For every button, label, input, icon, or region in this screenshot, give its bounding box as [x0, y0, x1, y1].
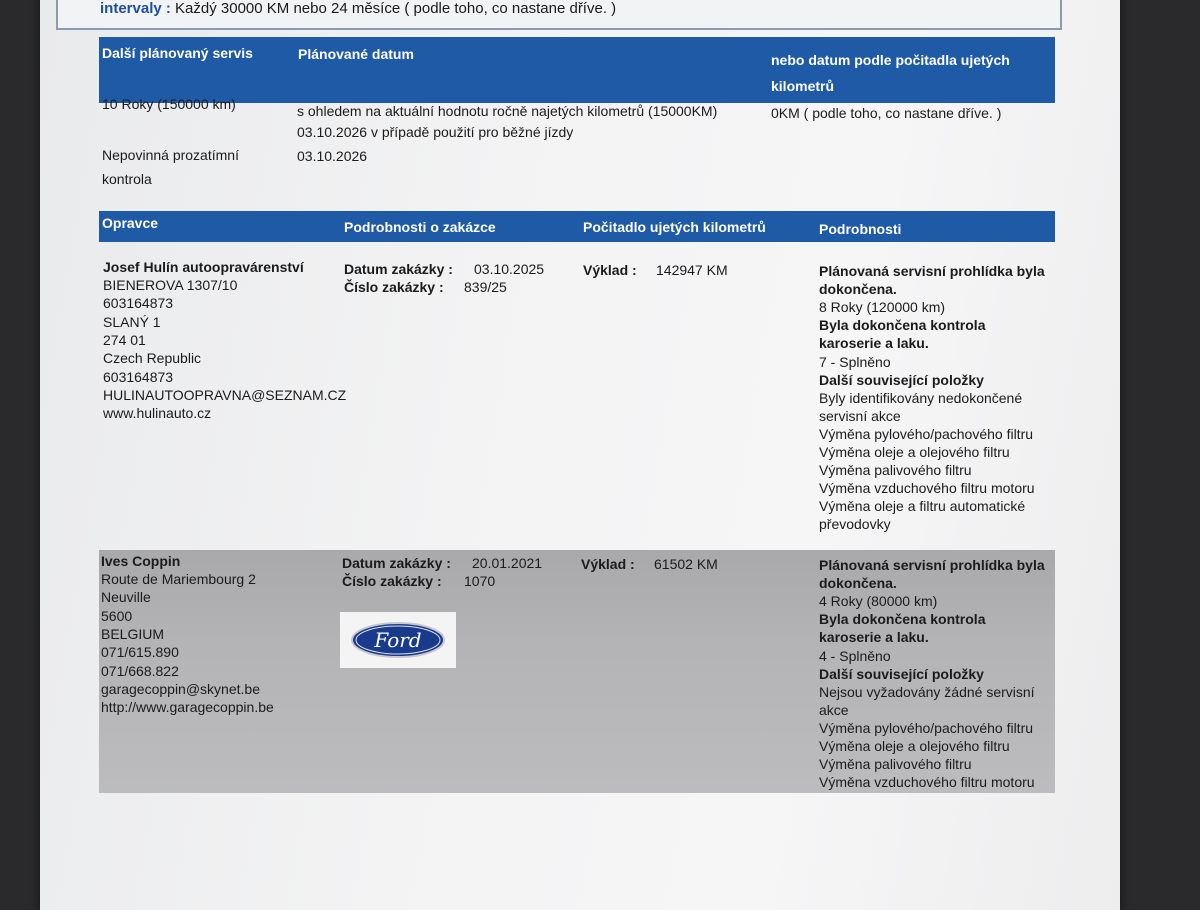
address-line: Neuville [101, 589, 151, 606]
detail-line: Další související položky [819, 665, 984, 682]
detail-line: převodovky [819, 516, 891, 533]
detail-line: 7 - Splněno [819, 353, 891, 370]
service-history-header [99, 211, 1055, 242]
detail-line: Výměna vzduchového filtru motoru [819, 480, 1035, 497]
planned-date-line1: s ohledem na aktuální hodnotu ročně najetých kilometrů (15000KM) [297, 103, 718, 119]
header-odometer-line1: nebo datum podle počitadla ujetých [771, 52, 1010, 68]
address-line: garagecoppin@skynet.be [101, 680, 260, 697]
address-line: 071/668.822 [101, 662, 179, 679]
detail-line: 8 Roky (120000 km) [819, 299, 946, 316]
address-line: Route de Mariembourg 2 [101, 571, 256, 587]
planned-service-header [99, 37, 1055, 103]
ford-logo-text: Ford [374, 628, 422, 652]
service-interval-value: Každý 30000 KM nebo 24 měsíce ( podle toho, co nastane dříve. ) [175, 0, 617, 17]
detail-line: servisní akce [819, 407, 901, 424]
address-line: 603164873 [103, 295, 174, 312]
header-planned-date: Plánované datum [298, 46, 414, 62]
detail-line: Byla dokončena kontrola [819, 611, 986, 628]
detail-line: Výměna pylového/pachového filtru [819, 425, 1034, 442]
detail-line: Byla dokončena kontrola [819, 317, 986, 334]
detail-line: Výměna palivového filtru [819, 756, 972, 773]
record2-order-date: 20.01.2021 [472, 555, 543, 571]
record2-odometer-value: 61502 KM [654, 556, 718, 572]
planned-service-name: 10 Roky (150000 km) [102, 96, 236, 112]
ford-oval-icon [350, 621, 446, 659]
record2-order-date-label: Datum zakázky : [342, 555, 451, 571]
detail-line: dokončena. [819, 575, 897, 592]
record1-order-no: 839/25 [464, 279, 507, 295]
header-next-service: Další plánovaný servis [102, 45, 253, 61]
header-order-details: Podrobnosti o zakázce [344, 219, 496, 235]
address-line: SLANÝ 1 [103, 313, 161, 330]
detail-line: 4 - Splněno [819, 647, 891, 664]
header-details: Podrobnosti [819, 221, 902, 237]
record1-order-date-label: Datum zakázky : [344, 261, 453, 277]
detail-line: karoserie a laku. [819, 335, 929, 352]
record2-repairer-name: Ives Coppin [101, 553, 181, 569]
address-line: 603164873 [103, 368, 174, 385]
header-odometer-line2: kilometrů [771, 78, 835, 94]
interim-check-line1: Nepovinná prozatímní [102, 147, 239, 163]
record2-order-no: 1070 [464, 573, 496, 589]
detail-line: Výměna pylového/pachového filtru [819, 719, 1034, 736]
address-line: Czech Republic [103, 350, 202, 367]
detail-line: Výměna oleje a olejového filtru [819, 444, 1010, 460]
detail-line: Výměna oleje a olejového filtru [819, 738, 1010, 754]
planned-odometer: 0KM ( podle toho, co nastane dříve. ) [771, 105, 1002, 121]
address-line: BELGIUM [101, 625, 165, 642]
detail-line: Výměna oleje a filtru automatické [819, 498, 1026, 515]
record1-odometer-value: 142947 KM [656, 262, 728, 278]
detail-line: Byly identifikovány nedokončené [819, 389, 1023, 406]
record1-repairer-name: Josef Hulín autoopravárenství [103, 259, 304, 275]
detail-line: Výměna palivového filtru [819, 462, 972, 479]
detail-line: 4 Roky (80000 km) [819, 593, 938, 610]
record2-order-no-label: Číslo zakázky : [342, 573, 442, 589]
planned-date-line2: 03.10.2026 v případě použití pro běžné jízdy [297, 124, 574, 140]
service-interval-label: intervaly : [100, 0, 171, 17]
record1-odometer-label: Výklad : [583, 262, 637, 278]
detail-line: karoserie a laku. [819, 629, 929, 646]
record1-order-date: 03.10.2025 [474, 261, 545, 277]
interim-check-date: 03.10.2026 [297, 148, 368, 164]
address-line: http://www.garagecoppin.be [101, 699, 274, 716]
header-repairer: Opravce [102, 215, 159, 231]
address-line: BIENEROVA 1307/10 [103, 277, 238, 293]
detail-line: Další související položky [819, 371, 984, 388]
service-interval-line [100, 0, 616, 17]
address-line: 071/615.890 [101, 644, 179, 661]
header-odometer: Počitadlo ujetých kilometrů [583, 219, 766, 235]
address-line: 274 01 [103, 331, 146, 348]
detail-line: Plánovaná servisní prohlídka byla [819, 557, 1045, 573]
interim-check-line2: kontrola [102, 171, 152, 187]
record1-order-no-label: Číslo zakázky : [344, 279, 444, 295]
detail-line: akce [819, 701, 849, 718]
address-line: HULINAUTOOPRAVNA@SEZNAM.CZ [103, 386, 347, 403]
detail-line: dokončena. [819, 281, 897, 298]
detail-line: Výměna vzduchového filtru motoru [819, 774, 1035, 791]
address-line: www.hulinauto.cz [103, 405, 212, 422]
address-line: 5600 [101, 607, 133, 624]
detail-line: Nejsou vyžadovány žádné servisní [819, 683, 1035, 700]
ford-logo [340, 612, 456, 668]
detail-line: Plánovaná servisní prohlídka byla [819, 263, 1045, 279]
record2-odometer-label: Výklad : [581, 556, 635, 572]
